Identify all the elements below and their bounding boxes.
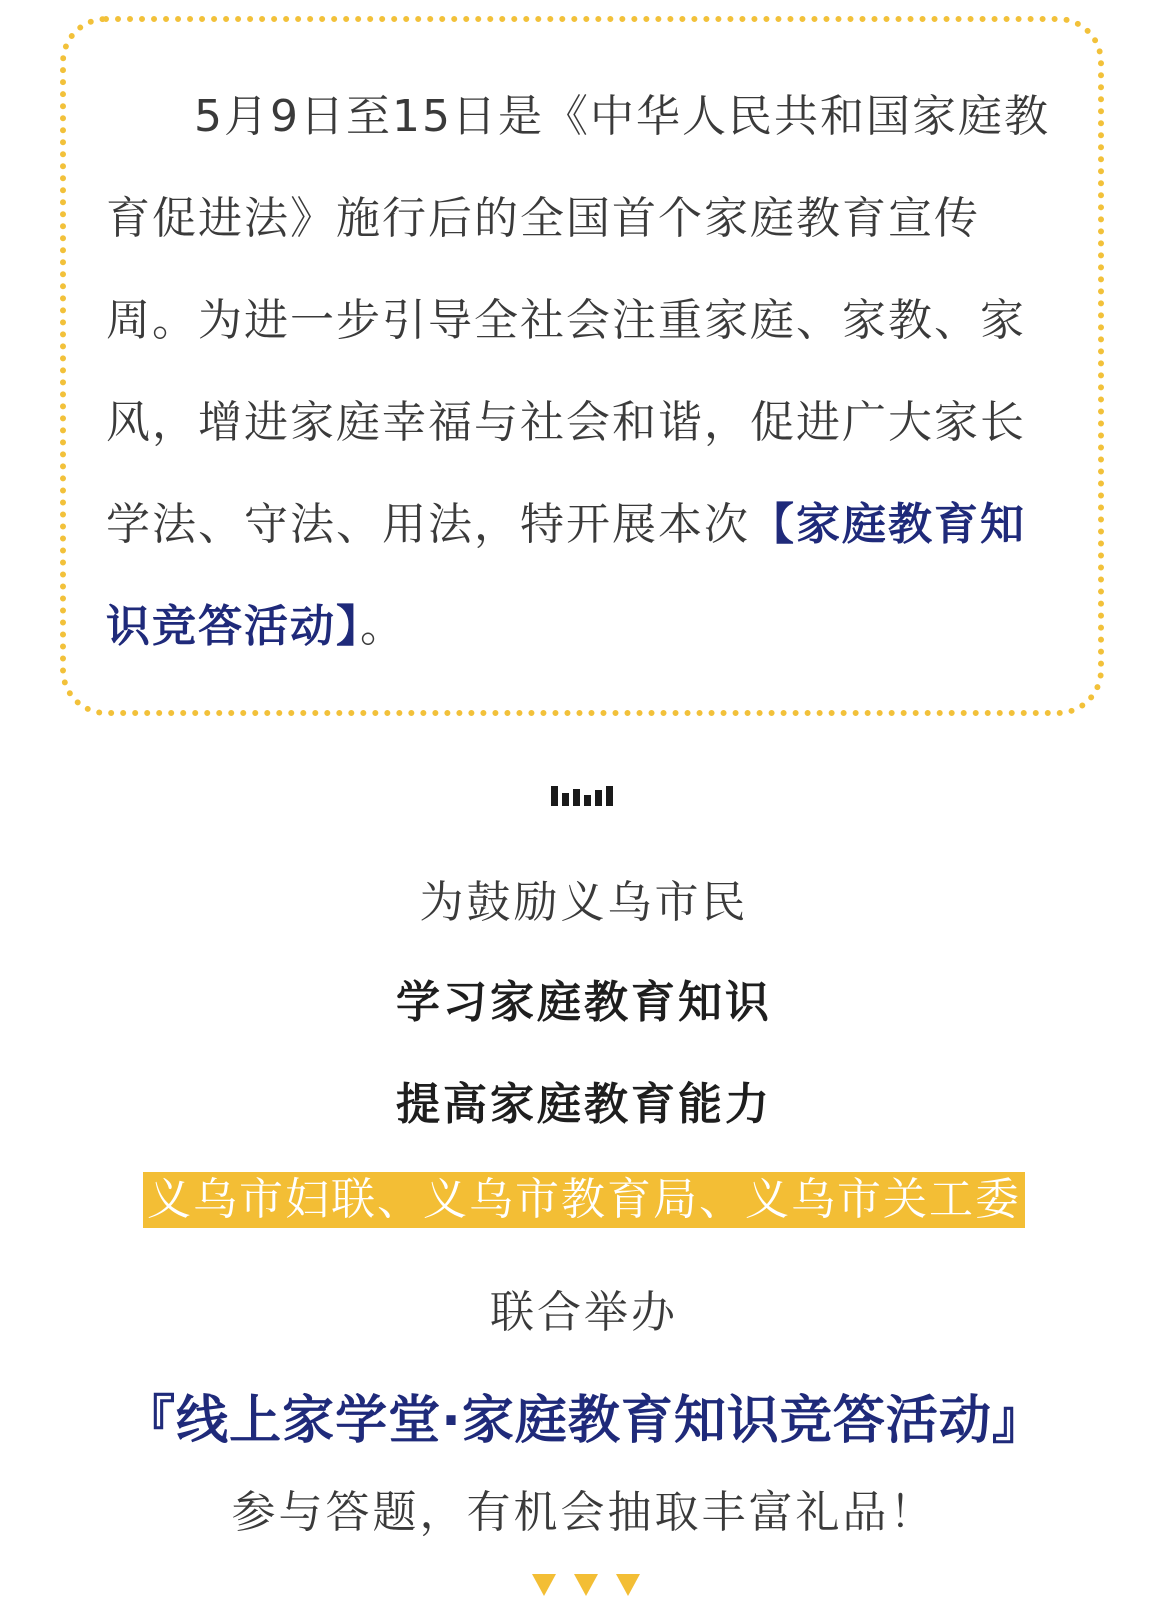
bar-divider-icon bbox=[551, 786, 619, 806]
activity-title: 『线上家学堂·家庭教育知识竞答活动』 bbox=[123, 1391, 1045, 1451]
jointly-line: 联合举办 bbox=[490, 1287, 678, 1338]
prize-line: 参与答题，有机会抽取丰富礼品！ bbox=[231, 1487, 937, 1538]
intro-text-after: 。 bbox=[360, 601, 406, 652]
down-arrows-icon bbox=[532, 1574, 640, 1600]
organizers-row bbox=[0, 1172, 1168, 1228]
intro-activity-highlight: 【家庭教育知识竞答活动】 bbox=[106, 499, 1026, 652]
intro-text-before: 5月9日至15日是《中华人民共和国家庭教育促进法》施行后的全国首个家庭教育宣传周。为进一步引导全社会注重家庭、家教、家风，增进家庭幸福与社会和谐，促进广大家长学法、守法、用法，特开展本次 bbox=[106, 91, 1050, 550]
improve-line: 提高家庭教育能力 bbox=[396, 1079, 772, 1130]
organizers-highlight: 义乌市妇联、义乌市教育局、义乌市关工委 bbox=[143, 1172, 1025, 1228]
learn-line: 学习家庭教育知识 bbox=[396, 977, 772, 1028]
intro-paragraph bbox=[106, 66, 1062, 678]
encourage-line: 为鼓励义乌市民 bbox=[419, 877, 749, 928]
